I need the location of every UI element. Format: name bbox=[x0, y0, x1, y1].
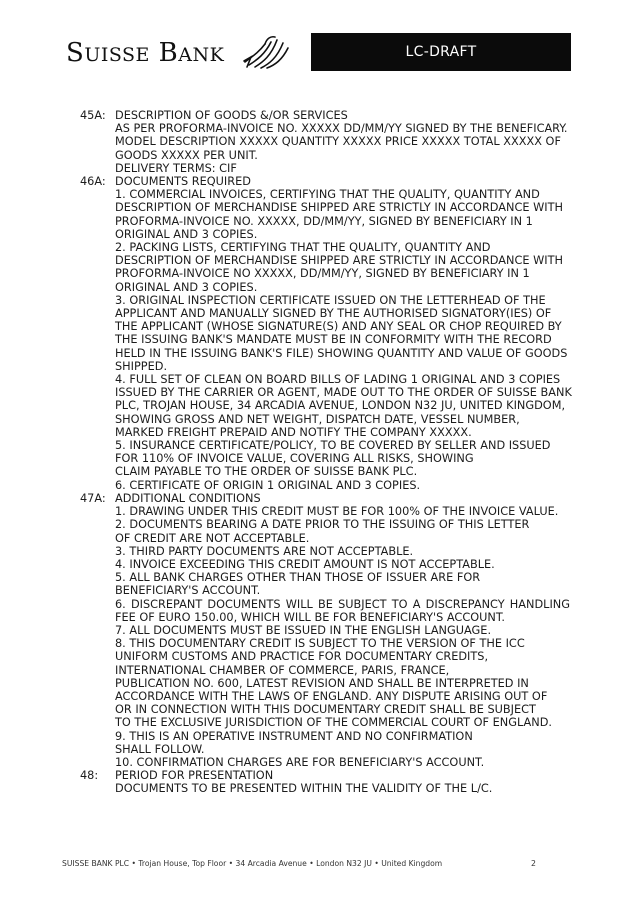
clause-line: PROFORMA-INVOICE NO XXXXX, DD/MM/YY, SIGNED BY BENEFICIARY IN 1 bbox=[115, 267, 530, 281]
clause-line: 3. THIRD PARTY DOCUMENTS ARE NOT ACCEPTABLE. bbox=[115, 544, 414, 558]
clause-heading: DOCUMENTS REQUIRED bbox=[115, 175, 251, 189]
clause-line: 6. CERTIFICATE OF ORIGIN 1 ORIGINAL AND 3 COPIES. bbox=[115, 478, 421, 492]
draft-label: LC-DRAFT bbox=[405, 44, 477, 60]
clause-line: 3. ORIGINAL INSPECTION CERTIFICATE ISSUED ON THE LETTERHEAD OF THE bbox=[115, 293, 546, 307]
clause-heading: ADDITIONAL CONDITIONS bbox=[115, 491, 261, 505]
clause-line: FEE OF EURO 150.00, WHICH WILL BE FOR BENEFICIARY'S ACCOUNT. bbox=[115, 610, 505, 624]
clause-line: PLC, TROJAN HOUSE, 34 ARCADIA AVENUE, LONDON N32 JU, UNITED KINGDOM, bbox=[115, 399, 566, 413]
clause-line: 9. THIS IS AN OPERATIVE INSTRUMENT AND NO CONFIRMATION bbox=[115, 729, 473, 743]
clause-line: 1. COMMERCIAL INVOICES, CERTIFYING THAT THE QUALITY, QUANTITY AND bbox=[115, 188, 540, 202]
page-number: 2 bbox=[531, 859, 536, 868]
clause-line: ISSUED BY THE CARRIER OR AGENT, MADE OUT TO THE ORDER OF SUISSE BANK bbox=[115, 386, 572, 400]
clause-line: DELIVERY TERMS: CIF bbox=[115, 161, 237, 175]
clause-line: ORIGINAL AND 3 COPIES. bbox=[115, 227, 258, 241]
clause-line: DESCRIPTION OF MERCHANDISE SHIPPED ARE STRICTLY IN ACCORDANCE WITH bbox=[115, 201, 563, 215]
clause-line: 5. ALL BANK CHARGES OTHER THAN THOSE OF ISSUER ARE FOR bbox=[115, 571, 481, 585]
clause-line: UNIFORM CUSTOMS AND PRACTICE FOR DOCUMENTARY CREDITS, bbox=[115, 650, 489, 664]
clause-line: TO THE EXCLUSIVE JURISDICTION OF THE COMMERCIAL COURT OF ENGLAND. bbox=[115, 716, 552, 730]
clause-code: 47A: bbox=[80, 491, 106, 505]
clause-section bbox=[80, 492, 570, 769]
clause-line: DESCRIPTION OF MERCHANDISE SHIPPED ARE STRICTLY IN ACCORDANCE WITH bbox=[115, 254, 563, 268]
clause-line: SHOWING GROSS AND NET WEIGHT, DISPATCH DATE, VESSEL NUMBER, bbox=[115, 412, 520, 426]
griffin-bird-icon bbox=[241, 34, 291, 70]
clause-line: SHALL FOLLOW. bbox=[115, 742, 205, 756]
clause-line: 4. FULL SET OF CLEAN ON BOARD BILLS OF LADING 1 ORIGINAL AND 3 COPIES bbox=[115, 373, 561, 387]
clause-line: FOR 110% OF INVOICE VALUE, COVERING ALL RISKS, SHOWING bbox=[115, 452, 474, 466]
clause-line: 2. DOCUMENTS BEARING A DATE PRIOR TO THE ISSUING OF THIS LETTER bbox=[115, 518, 530, 532]
clause-line: 4. INVOICE EXCEEDING THIS CREDIT AMOUNT IS NOT ACCEPTABLE. bbox=[115, 557, 495, 571]
clause-line: PROFORMA-INVOICE NO. XXXXX, DD/MM/YY, SIGNED BY BENEFICIARY IN 1 bbox=[115, 214, 533, 228]
clause-line: 2. PACKING LISTS, CERTIFYING THAT THE QUALITY, QUANTITY AND bbox=[115, 241, 491, 255]
clause-heading: DESCRIPTION OF GOODS &/OR SERVICES bbox=[115, 109, 348, 122]
clause-line: 6. DISCREPANT DOCUMENTS WILL BE SUBJECT TO A DISCREPANCY HANDLING bbox=[115, 597, 570, 611]
lc-draft-banner bbox=[311, 33, 571, 71]
clause-section bbox=[80, 175, 570, 492]
brand-ank: ANK bbox=[178, 44, 225, 66]
clause-line: INTERNATIONAL CHAMBER OF COMMERCE, PARIS, FRANCE, bbox=[115, 663, 450, 677]
clause-line: THE ISSUING BANK'S MANDATE MUST BE IN CONFORMITY WITH THE RECORD bbox=[115, 333, 552, 347]
clause-line: GOODS XXXXX PER UNIT. bbox=[115, 148, 258, 162]
clause-line: CLAIM PAYABLE TO THE ORDER OF SUISSE BANK PLC. bbox=[115, 465, 418, 479]
clause-section bbox=[80, 109, 570, 175]
clause-section bbox=[80, 769, 570, 795]
clause-code: 46A: bbox=[80, 175, 106, 189]
brand-s: S bbox=[66, 38, 85, 68]
clause-line: THE APPLICANT (WHOSE SIGNATURE(S) AND ANY SEAL OR CHOP REQUIRED BY bbox=[115, 320, 562, 334]
clause-line: ACCORDANCE WITH THE LAWS OF ENGLAND. ANY DISPUTE ARISING OUT OF bbox=[115, 689, 548, 703]
brand-b: B bbox=[158, 38, 179, 68]
clause-line: PUBLICATION NO. 600, LATEST REVISION AND SHALL BE INTERPRETED IN bbox=[115, 676, 529, 690]
clause-line: OR IN CONNECTION WITH THIS DOCUMENTARY CREDIT SHALL BE SUBJECT bbox=[115, 703, 536, 717]
clause-line: 5. INSURANCE CERTIFICATE/POLICY, TO BE COVERED BY SELLER AND ISSUED bbox=[115, 439, 551, 453]
clause-line: 8. THIS DOCUMENTARY CREDIT IS SUBJECT TO THE VERSION OF THE ICC bbox=[115, 637, 525, 651]
clause-line: OF CREDIT ARE NOT ACCEPTABLE. bbox=[115, 531, 310, 545]
clause-code: 45A: bbox=[80, 109, 106, 122]
clause-heading: PERIOD FOR PRESENTATION bbox=[115, 769, 274, 783]
clause-line: BENEFICIARY'S ACCOUNT. bbox=[115, 584, 261, 598]
clause-line: 10. CONFIRMATION CHARGES ARE FOR BENEFICIARY'S ACCOUNT. bbox=[115, 755, 485, 769]
clause-line: 7. ALL DOCUMENTS MUST BE ISSUED IN THE ENGLISH LANGUAGE. bbox=[115, 623, 492, 637]
clause-line: DOCUMENTS TO BE PRESENTED WITHIN THE VALIDITY OF THE L/C. bbox=[115, 782, 493, 796]
bank-logo-text bbox=[66, 38, 224, 68]
footer-address: SUISSE BANK PLC • Trojan House, Top Floor • 34 Arcadia Avenue • London N32 JU • United Kingdom bbox=[62, 859, 443, 868]
clause-line: AS PER PROFORMA-INVOICE NO. XXXXX DD/MM/YY SIGNED BY THE BENEFICARY. bbox=[115, 122, 568, 136]
clause-line: 1. DRAWING UNDER THIS CREDIT MUST BE FOR 100% OF THE INVOICE VALUE. bbox=[115, 505, 559, 519]
clause-line: MODEL DESCRIPTION XXXXX QUANTITY XXXXX PRICE XXXXX TOTAL XXXXX OF bbox=[115, 135, 561, 149]
clause-line: ORIGINAL AND 3 COPIES. bbox=[115, 280, 258, 294]
brand-uisse: UISSE bbox=[84, 44, 150, 66]
clause-line: HELD IN THE ISSUING BANK'S FILE) SHOWING QUANTITY AND VALUE OF GOODS bbox=[115, 346, 568, 360]
clause-line: MARKED FREIGHT PREPAID AND NOTIFY THE COMPANY XXXXX. bbox=[115, 425, 472, 439]
clause-line: APPLICANT AND MANUALLY SIGNED BY THE AUTHORISED SIGNATORY(IES) OF bbox=[115, 307, 552, 321]
clause-code: 48: bbox=[80, 769, 99, 783]
clause-line: SHIPPED. bbox=[115, 359, 168, 373]
lc-clauses bbox=[80, 109, 570, 796]
